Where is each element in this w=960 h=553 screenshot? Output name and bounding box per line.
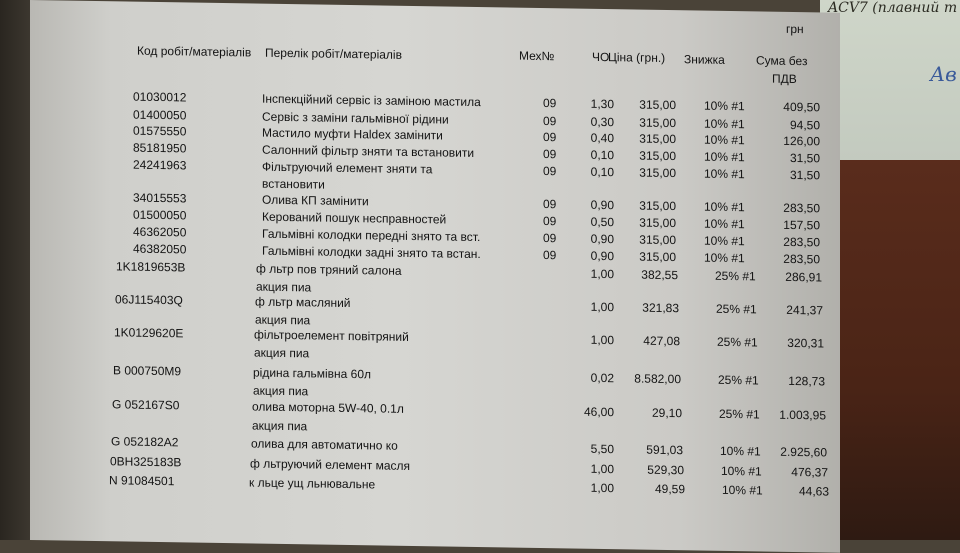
row-sum: 31,50 bbox=[789, 150, 820, 166]
row-price: 427,08 bbox=[643, 333, 680, 349]
header-mech: Мех№ bbox=[519, 48, 555, 64]
row-name: Салонний фільтр зняти та встановити bbox=[262, 142, 475, 160]
invoice-sheet bbox=[30, 0, 840, 553]
row-qty: 1,00 bbox=[590, 266, 614, 282]
row-price: 29,10 bbox=[651, 405, 682, 421]
row-discount: 10% #1 bbox=[704, 216, 745, 232]
row-sum: 476,37 bbox=[791, 464, 828, 480]
row-mech: 09 bbox=[543, 147, 557, 162]
row-code: 01400050 bbox=[133, 107, 187, 123]
row-code: 0BH325183B bbox=[110, 454, 182, 470]
row-name-sub: акция пиа bbox=[253, 383, 309, 399]
row-price: 321,83 bbox=[642, 300, 679, 316]
row-name-sub: встановити bbox=[262, 176, 325, 192]
row-qty: 1,30 bbox=[590, 96, 614, 112]
row-qty: 0,10 bbox=[590, 164, 614, 180]
row-sum: 94,50 bbox=[789, 117, 820, 133]
header-hours: ЧО bbox=[592, 49, 610, 65]
row-price: 315,00 bbox=[639, 232, 676, 248]
row-qty: 1,00 bbox=[590, 480, 614, 496]
row-mech: 09 bbox=[543, 197, 557, 212]
row-name: Гальмівні колодки передні знято та вст. bbox=[262, 226, 481, 245]
note-handwriting-2: Ав bbox=[930, 62, 957, 86]
header-name: Перелік робіт/матеріалів bbox=[265, 45, 402, 62]
header-sum-vat: ПДВ bbox=[772, 71, 797, 87]
row-sum: 283,50 bbox=[783, 251, 820, 267]
row-code: 46382050 bbox=[133, 241, 187, 257]
row-discount: 10% #1 bbox=[704, 233, 745, 249]
row-name: ф льтр пов тряний салона bbox=[256, 261, 402, 278]
row-qty: 5,50 bbox=[590, 441, 614, 457]
row-discount: 10% #1 bbox=[704, 166, 745, 182]
header-sum: Сума без bbox=[756, 53, 808, 69]
row-sum: 157,50 bbox=[783, 217, 820, 233]
row-price: 315,00 bbox=[639, 249, 676, 265]
row-price: 315,00 bbox=[639, 115, 676, 131]
row-mech: 09 bbox=[543, 248, 557, 263]
row-discount: 25% #1 bbox=[718, 372, 759, 388]
row-qty: 1,00 bbox=[590, 299, 614, 315]
row-name-sub: акция пиа bbox=[255, 312, 311, 328]
row-code: 06J115403Q bbox=[115, 292, 183, 308]
row-price: 315,00 bbox=[639, 215, 676, 231]
row-mech: 09 bbox=[543, 231, 557, 246]
row-qty: 0,50 bbox=[590, 214, 614, 230]
row-sum: 44,63 bbox=[798, 484, 829, 499]
row-code: 01030012 bbox=[133, 89, 187, 105]
row-discount: 25% #1 bbox=[715, 268, 756, 284]
row-sum: 409,50 bbox=[783, 99, 820, 115]
row-sum: 283,50 bbox=[783, 200, 820, 216]
header-discount: Знижка bbox=[684, 52, 725, 67]
row-sum: 320,31 bbox=[787, 335, 824, 351]
row-name: Фільтруючий елемент зняти та bbox=[262, 159, 433, 177]
row-sum: 241,37 bbox=[786, 302, 823, 318]
sticky-note bbox=[820, 0, 960, 160]
row-mech: 09 bbox=[543, 114, 557, 129]
row-name: Сервіс з заміни гальмівної рідини bbox=[262, 109, 449, 127]
row-price: 49,59 bbox=[654, 481, 685, 497]
row-discount: 10% #1 bbox=[704, 116, 745, 132]
row-discount: 25% #1 bbox=[716, 301, 757, 317]
row-sum: 286,91 bbox=[785, 269, 822, 285]
row-code: N 91084501 bbox=[109, 473, 175, 489]
row-qty: 0,40 bbox=[590, 130, 614, 146]
row-qty: 0,90 bbox=[590, 231, 614, 247]
row-qty: 0,30 bbox=[590, 114, 614, 130]
row-qty: 0,90 bbox=[590, 197, 614, 213]
left-shadow bbox=[0, 0, 30, 540]
row-qty: 46,00 bbox=[583, 404, 614, 420]
row-price: 529,30 bbox=[647, 462, 684, 478]
row-name: рідина гальмівна 60л bbox=[253, 365, 371, 382]
row-name: ф льтр масляний bbox=[255, 294, 351, 311]
row-name-sub: акция пиа bbox=[254, 345, 310, 361]
row-price: 315,00 bbox=[639, 148, 676, 164]
desk-background bbox=[840, 155, 960, 540]
row-name: олива моторна 5W-40, 0.1л bbox=[252, 399, 404, 416]
note-handwriting: ACV7 (плавний т bbox=[828, 0, 958, 16]
row-code: 46362050 bbox=[133, 224, 187, 240]
row-name: Олива КП замінити bbox=[262, 192, 369, 209]
row-qty: 0,02 bbox=[590, 370, 614, 386]
row-code: 34015553 bbox=[133, 190, 187, 206]
row-price: 382,55 bbox=[641, 267, 678, 283]
row-code: 1K1819653B bbox=[116, 259, 186, 275]
row-code: 1K0129620E bbox=[114, 325, 184, 341]
row-discount: 10% #1 bbox=[722, 482, 763, 498]
row-discount: 10% #1 bbox=[704, 250, 745, 266]
row-discount: 10% #1 bbox=[720, 443, 761, 459]
row-name: фільтроелемент повітряний bbox=[254, 327, 409, 344]
row-sum: 1.003,95 bbox=[779, 407, 826, 423]
row-qty: 1,00 bbox=[590, 332, 614, 348]
row-discount: 10% #1 bbox=[704, 98, 745, 114]
row-discount: 25% #1 bbox=[719, 406, 760, 422]
currency-label: грн bbox=[786, 21, 804, 37]
header-price: Ціна (грн.) bbox=[608, 50, 666, 65]
row-qty: 0,10 bbox=[590, 147, 614, 163]
row-code: 24241963 bbox=[133, 157, 187, 173]
row-name-sub: акция пиа bbox=[252, 418, 308, 434]
row-code: G 052182A2 bbox=[111, 434, 179, 450]
row-mech: 09 bbox=[543, 214, 557, 229]
row-sum: 2.925,60 bbox=[780, 444, 827, 460]
row-code: 85181950 bbox=[133, 140, 187, 156]
row-mech: 09 bbox=[543, 130, 557, 145]
row-name: Керований пошук несправностей bbox=[262, 209, 447, 227]
row-name: олива для автоматично ко bbox=[251, 436, 398, 453]
row-price: 315,00 bbox=[639, 198, 676, 214]
row-code: 01575550 bbox=[133, 123, 187, 139]
row-price: 591,03 bbox=[646, 442, 683, 458]
row-sum: 126,00 bbox=[783, 133, 820, 149]
row-name: Мастило муфти Haldex замінити bbox=[262, 125, 443, 143]
row-mech: 09 bbox=[543, 96, 557, 111]
row-discount: 10% #1 bbox=[704, 149, 745, 165]
row-price: 315,00 bbox=[639, 165, 676, 181]
row-code: 01500050 bbox=[133, 207, 187, 223]
row-name: Гальмівні колодки задні знято та встан. bbox=[262, 243, 481, 262]
row-qty: 0,90 bbox=[590, 248, 614, 264]
row-name-sub: акция пиа bbox=[256, 279, 312, 295]
row-code: B 000750M9 bbox=[113, 363, 182, 379]
row-discount: 10% #1 bbox=[721, 463, 762, 479]
row-price: 8.582,00 bbox=[634, 371, 681, 387]
row-mech: 09 bbox=[543, 164, 557, 179]
row-qty: 1,00 bbox=[590, 461, 614, 477]
row-sum: 31,50 bbox=[789, 167, 820, 183]
header-code: Код робіт/матеріалів bbox=[137, 43, 252, 60]
row-name: Інспекційний сервіс із заміною мастила bbox=[262, 91, 481, 110]
row-discount: 10% #1 bbox=[704, 132, 745, 148]
row-discount: 10% #1 bbox=[704, 199, 745, 215]
row-code: G 052167S0 bbox=[112, 397, 180, 413]
row-discount: 25% #1 bbox=[717, 334, 758, 350]
row-price: 315,00 bbox=[639, 131, 676, 147]
row-sum: 283,50 bbox=[783, 234, 820, 250]
row-price: 315,00 bbox=[639, 97, 676, 113]
row-name: ф льтруючий елемент масля bbox=[250, 456, 411, 473]
row-name: к льце ущ льнювальне bbox=[249, 475, 376, 492]
row-sum: 128,73 bbox=[788, 373, 825, 389]
